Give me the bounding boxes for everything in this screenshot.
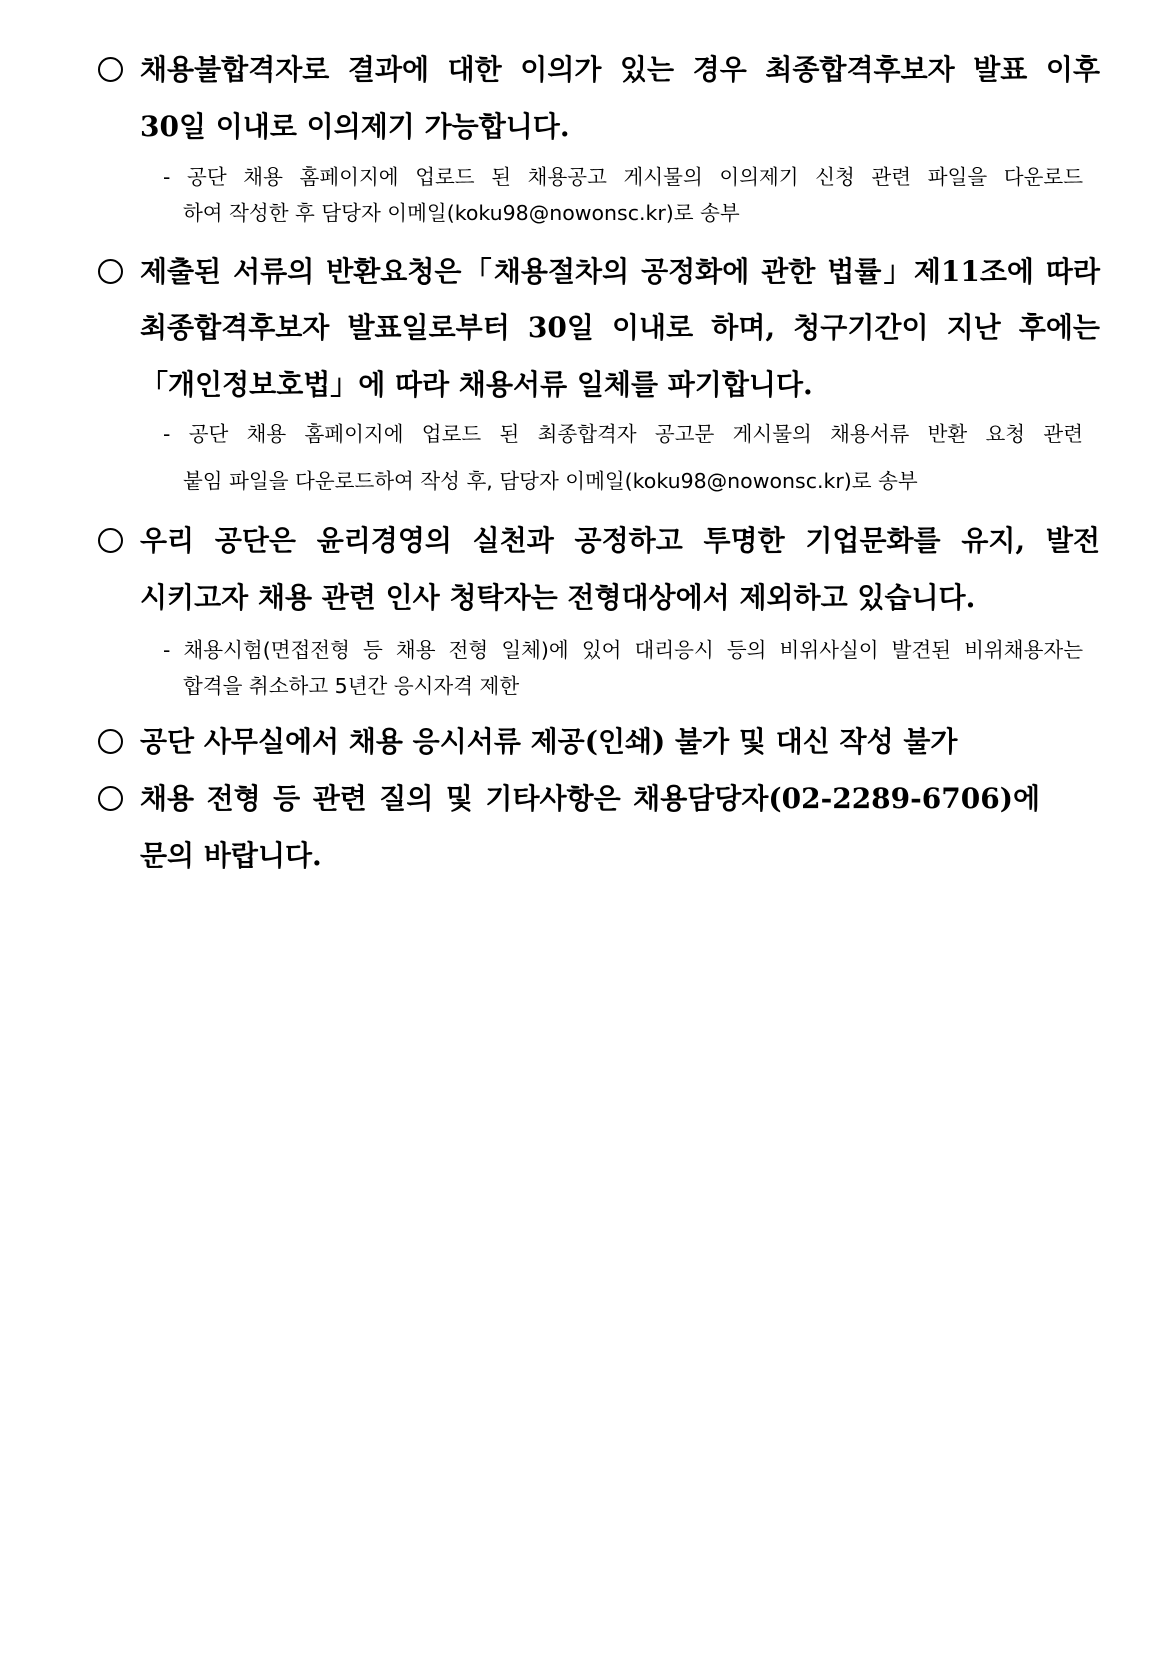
- notice-main-line: 우리 공단은 윤리경영의 실천과 공정하고 투명한 기업문화를 유지, 발전: [140, 524, 1100, 557]
- notice-main-line: 시키고자 채용 관련 인사 청탁자는 전형대상에서 제외하고 있습니다.: [140, 581, 976, 614]
- notice-main-line: 30일 이내로 이의제기 가능합니다.: [140, 110, 570, 143]
- notice-sub-line: - 공단 채용 홈페이지에 업로드 된 채용공고 게시물의 이의제기 신청 관련 파일을 다운로드: [163, 165, 1083, 189]
- notice-sub-line: - 공단 채용 홈페이지에 업로드 된 최종합격자 공고문 게시물의 채용서류 반환 요청 관련: [163, 422, 1083, 446]
- notice-main-line: 공단 사무실에서 채용 응시서류 제공(인쇄) 불가 및 대신 작성 불가: [140, 725, 958, 758]
- notice-main-line: 「개인정보호법」에 따라 채용서류 일체를 파기합니다.: [140, 368, 813, 401]
- notice-main-line: 문의 바랍니다.: [140, 839, 322, 872]
- notice-main-line: 제출된 서류의 반환요청은「채용절차의 공정화에 관한 법률」제11조에 따라: [140, 255, 1100, 288]
- circle-bullet-icon: [98, 259, 123, 284]
- notice-sub-line: 붙임 파일을 다운로드하여 작성 후, 담당자 이메일(koku98@nowonsc.kr)로 송부: [183, 469, 918, 493]
- notice-main-line: 채용 전형 등 관련 질의 및 기타사항은 채용담당자(02-2289-6706)에: [140, 782, 1040, 815]
- notice-sub-line: - 채용시험(면접전형 등 채용 전형 일체)에 있어 대리응시 등의 비위사실이 발견된 비위채용자는: [163, 638, 1083, 662]
- circle-bullet-icon: [98, 528, 123, 553]
- notice-sub-line: 합격을 취소하고 5년간 응시자격 제한: [183, 674, 520, 698]
- circle-bullet-icon: [98, 729, 123, 754]
- notice-main-line: 채용불합격자로 결과에 대한 이의가 있는 경우 최종합격후보자 발표 이후: [140, 53, 1100, 86]
- notice-sub-line: 하여 작성한 후 담당자 이메일(koku98@nowonsc.kr)로 송부: [183, 201, 740, 225]
- circle-bullet-icon: [98, 786, 123, 811]
- circle-bullet-icon: [98, 57, 123, 82]
- notice-main-line: 최종합격후보자 발표일로부터 30일 이내로 하며, 청구기간이 지난 후에는: [140, 311, 1100, 344]
